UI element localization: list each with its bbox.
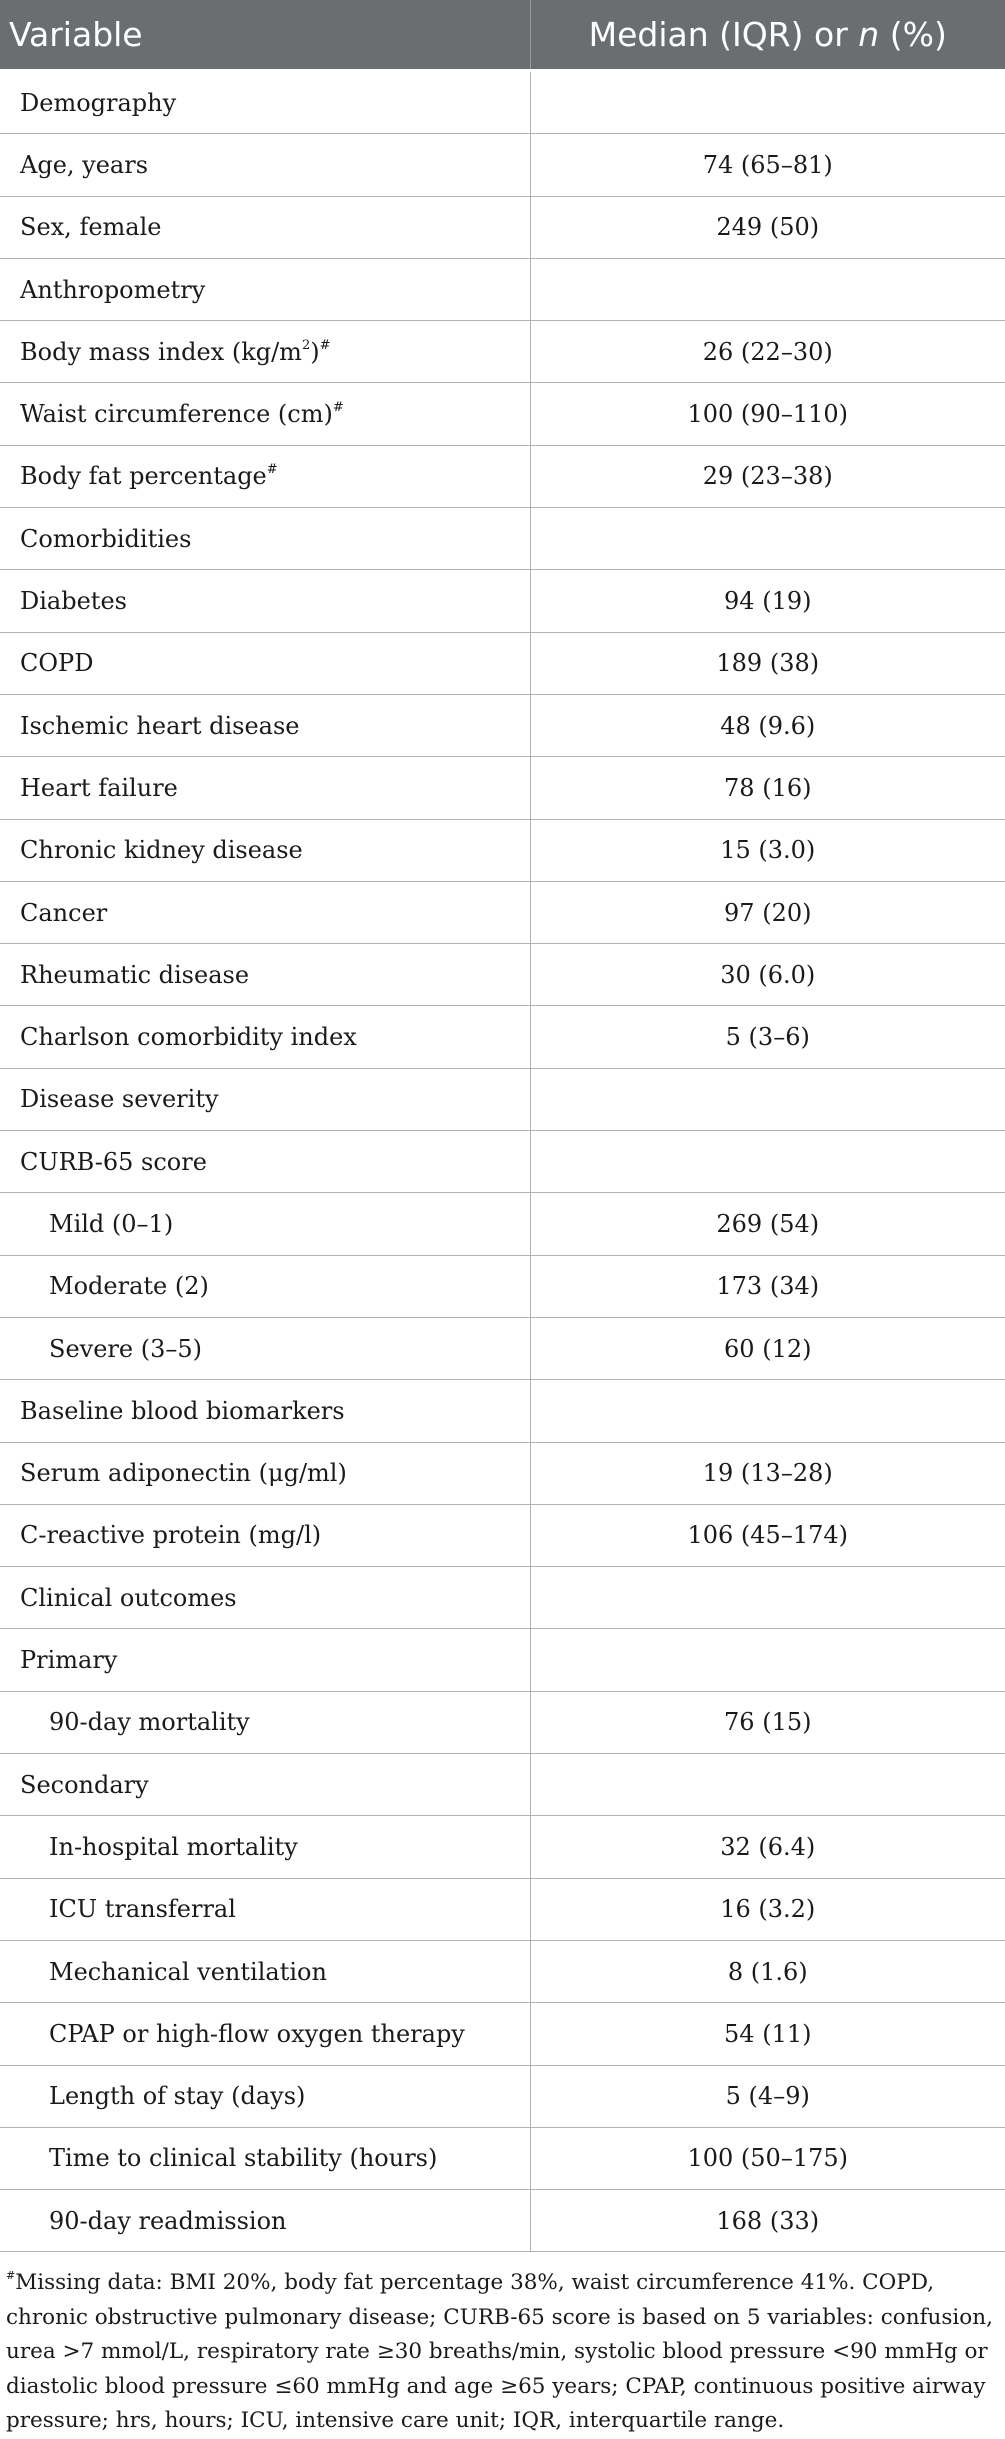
row-value: 26 (22–30) [530, 321, 1005, 383]
row-label-text: Time to clinical stability (hours) [49, 2144, 438, 2173]
row-label-text: Primary [20, 1646, 118, 1675]
row-label [0, 1131, 530, 1193]
table-row [0, 1567, 1005, 1629]
row-value: 189 (38) [530, 632, 1005, 694]
table-row [0, 196, 1005, 258]
row-value: 54 (11) [530, 2003, 1005, 2065]
row-value: 30 (6.0) [530, 944, 1005, 1006]
table-row [0, 1691, 1005, 1753]
table-row [0, 1754, 1005, 1816]
row-label [0, 570, 530, 632]
row-value [530, 508, 1005, 570]
row-label-text: C-reactive protein (mg/l) [20, 1521, 322, 1550]
row-label-text: Severe (3–5) [49, 1334, 202, 1363]
footnote-marker: # [266, 462, 278, 478]
row-label-text: Length of stay (days) [49, 2082, 306, 2111]
table-row [0, 383, 1005, 445]
row-label-end: ) [310, 337, 320, 366]
row-label-text: Secondary [20, 1770, 149, 1799]
table-row [0, 881, 1005, 943]
table-row [0, 2190, 1005, 2252]
row-label-text: ICU transferral [49, 1895, 236, 1924]
row-label-text: Demography [20, 88, 177, 117]
row-label [0, 881, 530, 943]
table-row [0, 258, 1005, 320]
header-value-n: n [858, 15, 880, 54]
row-label [0, 1442, 530, 1504]
header-value-prefix: Median (IQR) or [588, 15, 859, 54]
row-label [0, 1940, 530, 2002]
table-row [0, 1131, 1005, 1193]
row-value: 269 (54) [530, 1193, 1005, 1255]
row-label-text: Clinical outcomes [20, 1583, 237, 1612]
table-row [0, 632, 1005, 694]
row-label [0, 445, 530, 507]
table-body [0, 71, 1005, 2252]
row-value: 5 (4–9) [530, 2065, 1005, 2127]
table-row [0, 757, 1005, 819]
row-value: 106 (45–174) [530, 1504, 1005, 1566]
table-row [0, 944, 1005, 1006]
row-value [530, 1629, 1005, 1691]
footnote-marker: # [319, 337, 331, 353]
row-label [0, 2065, 530, 2127]
row-label-text: Comorbidities [20, 524, 192, 553]
row-label [0, 383, 530, 445]
row-value: 16 (3.2) [530, 1878, 1005, 1940]
row-label-text: Cancer [20, 898, 108, 927]
row-value [530, 1567, 1005, 1629]
table-row [0, 1006, 1005, 1068]
row-label [0, 2190, 530, 2252]
row-label-text: Mechanical ventilation [49, 1957, 327, 1986]
row-label [0, 757, 530, 819]
table-row [0, 1193, 1005, 1255]
row-label [0, 258, 530, 320]
footnote-text: Missing data: BMI 20%, body fat percentage 38%, waist circumference 41%. COPD, chronic obstructive pulmonary disease; CURB-65 score is based on 5 variables: confusion, urea >7 mmol/L, respiratory rate ≥30 breaths/min, systolic blood pressure <90 mmHg or diastolic blood pressure ≤60 mmHg and age ≥65 years; CPAP, continuous positive airway pressure; hrs, hours; ICU, intensive care unit; IQR, interquartile range. [6, 2270, 993, 2434]
row-value [530, 1131, 1005, 1193]
row-label [0, 321, 530, 383]
table-row [0, 1380, 1005, 1442]
row-value [530, 71, 1005, 134]
header-value [530, 0, 1005, 71]
row-value: 97 (20) [530, 881, 1005, 943]
table-row [0, 2127, 1005, 2189]
table-row [0, 1317, 1005, 1379]
row-label [0, 1504, 530, 1566]
row-value: 100 (50–175) [530, 2127, 1005, 2189]
table-header-row [0, 0, 1005, 71]
row-value: 32 (6.4) [530, 1816, 1005, 1878]
row-label-text: Baseline blood biomarkers [20, 1396, 345, 1425]
row-label [0, 1006, 530, 1068]
row-label-text: Disease severity [20, 1085, 219, 1114]
row-label [0, 1255, 530, 1317]
row-label-text: Moderate (2) [49, 1272, 209, 1301]
row-value: 15 (3.0) [530, 819, 1005, 881]
table-row [0, 1940, 1005, 2002]
row-label-text: Charlson comorbidity index [20, 1023, 357, 1052]
row-label [0, 1816, 530, 1878]
row-label-text: Chronic kidney disease [20, 836, 303, 865]
row-label-text: 90-day readmission [49, 2206, 287, 2235]
row-label [0, 2003, 530, 2065]
row-value: 5 (3–6) [530, 1006, 1005, 1068]
row-value [530, 1068, 1005, 1130]
row-value: 48 (9.6) [530, 694, 1005, 756]
row-value: 173 (34) [530, 1255, 1005, 1317]
table-row [0, 321, 1005, 383]
footnote-marker: # [332, 400, 344, 416]
row-label [0, 694, 530, 756]
row-label-text: 90-day mortality [49, 1708, 250, 1737]
table-row [0, 445, 1005, 507]
row-label [0, 1317, 530, 1379]
row-label-superscript: 2 [301, 337, 311, 353]
footnote-mark: # [6, 2269, 16, 2283]
row-value: 29 (23–38) [530, 445, 1005, 507]
row-label-text: COPD [20, 649, 94, 678]
row-label [0, 1878, 530, 1940]
table-row [0, 1255, 1005, 1317]
row-label [0, 1567, 530, 1629]
table-row [0, 71, 1005, 134]
row-label-text: Heart failure [20, 773, 178, 802]
row-label-text: CURB-65 score [20, 1147, 207, 1176]
table-row [0, 1816, 1005, 1878]
row-value: 76 (15) [530, 1691, 1005, 1753]
row-label [0, 196, 530, 258]
row-label [0, 134, 530, 196]
row-value [530, 1754, 1005, 1816]
table-row [0, 1504, 1005, 1566]
row-value: 74 (65–81) [530, 134, 1005, 196]
row-label [0, 632, 530, 694]
row-value: 19 (13–28) [530, 1442, 1005, 1504]
row-label [0, 1754, 530, 1816]
table-row [0, 508, 1005, 570]
table-row [0, 1442, 1005, 1504]
row-value: 249 (50) [530, 196, 1005, 258]
row-label [0, 1193, 530, 1255]
table-row [0, 694, 1005, 756]
row-value: 94 (19) [530, 570, 1005, 632]
row-value [530, 1380, 1005, 1442]
row-label-text: Waist circumference (cm) [20, 400, 333, 429]
row-label [0, 1380, 530, 1442]
row-label [0, 1629, 530, 1691]
row-label [0, 1691, 530, 1753]
row-label-text: Anthropometry [20, 275, 206, 304]
row-label-text: Ischemic heart disease [20, 711, 300, 740]
table-row [0, 1878, 1005, 1940]
row-label-text: Age, years [20, 150, 149, 179]
row-value: 78 (16) [530, 757, 1005, 819]
row-label-text: Mild (0–1) [49, 1209, 174, 1238]
row-label-text: Serum adiponectin (μg/ml) [20, 1459, 347, 1488]
row-label-text: In-hospital mortality [49, 1832, 298, 1861]
row-value: 168 (33) [530, 2190, 1005, 2252]
table-row [0, 134, 1005, 196]
row-label-text: Sex, female [20, 213, 162, 242]
row-label-text: Diabetes [20, 587, 127, 616]
table-row [0, 1068, 1005, 1130]
header-variable: Variable [0, 0, 530, 71]
table-row [0, 819, 1005, 881]
table-row [0, 2003, 1005, 2065]
row-value: 60 (12) [530, 1317, 1005, 1379]
row-value: 8 (1.6) [530, 1940, 1005, 2002]
row-label [0, 944, 530, 1006]
row-label-text: Body fat percentage [20, 462, 267, 491]
row-label-text: Body mass index (kg/m [20, 337, 302, 366]
footnote [0, 2252, 1005, 2439]
row-label [0, 1068, 530, 1130]
table-row [0, 1629, 1005, 1691]
row-label-text: CPAP or high-flow oxygen therapy [49, 2019, 465, 2048]
table-row [0, 2065, 1005, 2127]
row-value: 100 (90–110) [530, 383, 1005, 445]
table-row [0, 570, 1005, 632]
row-label [0, 508, 530, 570]
row-label-text: Rheumatic disease [20, 960, 250, 989]
row-value [530, 258, 1005, 320]
row-label [0, 71, 530, 134]
row-label [0, 2127, 530, 2189]
row-label [0, 819, 530, 881]
header-value-suffix: (%) [879, 15, 947, 54]
